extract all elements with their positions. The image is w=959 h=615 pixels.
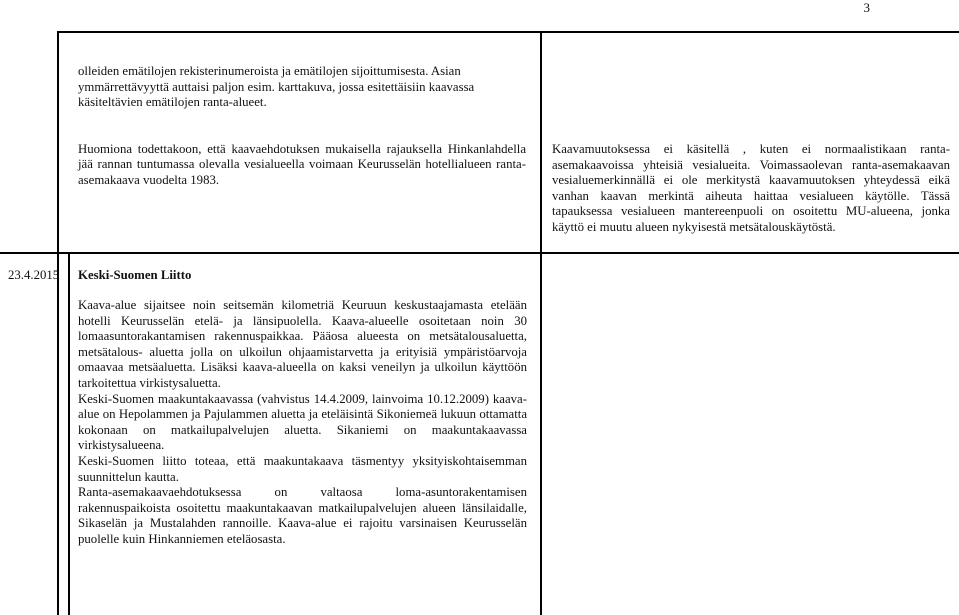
row2-body — [78, 298, 527, 548]
table-date-divider — [68, 254, 70, 615]
row2-paragraph-1: Kaava-alue sijaitsee noin seitsemän kilometriä Keuruun keskustaajamasta etelään hotelli Keurusselän etelä- ja länsipuolella. Kaava-alueelle osoitetaan noin 30 lomaasuntorakantamisen rakennuspaikkaa. Pääosa alueesta on metsätalousaluetta, metsätalous- aluetta jolla on ulkoilun ohjaamistarvetta ja erityisiä ympäristöarvoja omaavaa metsäaluetta. Lisäksi kaava-alueella on kaksi veneilyn ja ulkoilun käyttöön tarkoitettua virkistysaluetta. — [78, 298, 527, 390]
row2-paragraph-2: Keski-Suomen maakuntakaavassa (vahvistus 14.4.2009, lainvoima 10.12.2009) kaava-alue on Hepolammen ja Pajulammen aluetta ja eteläisintä Sikoniemeä lukuun ottamatta kokonaan on matkailupalvelujen aluetta. Sikaniemi on maakuntakaavassa virkistysalueena. — [78, 391, 527, 453]
row1-left-paragraph-1: olleiden emätilojen rekisterinumeroista ja emätilojen sijoittumisesta. Asian ymmärrettävyyttä auttaisi paljon esim. karttakuva, jossa esitettäisiin kaavassa käsiteltävien emätilojen ranta-alueet. — [78, 64, 475, 110]
row1-right-paragraph: Kaavamuutoksessa ei käsitellä , kuten ei normaalistikaan ranta-asemakaavoissa yhteisiä vesialueita. Voimassaolevan ranta-asemakaavan vesialuemerkinnällä ei ole merkitystä kaavamuutoksen yhteydessä eikä vanhan kaavan merkintä aiheuta haittaa vesialueen käytölle. Tässä tapauksessa vesialueen mantereenpuoli on osoitettu MU-alueena, jonka käyttö ei muutu alueen nykyisestä metsätalouskäytöstä. — [552, 142, 950, 234]
table-col-divider-row1 — [540, 31, 542, 252]
row2-date: 23.4.2015 — [8, 268, 60, 282]
table-left-border — [57, 31, 59, 615]
row1-right-cell — [552, 142, 950, 236]
page-number: 3 — [863, 0, 870, 15]
table-top-border — [57, 31, 959, 33]
row1-left-paragraph-2: Huomiona todettakoon, että kaavaehdotuksen mukaisella rajauksella Hinkanlahdella jää rannan tuntumassa olevalla vesialueella voimaan Keurusselän hotellialueen ranta-asemakaava vuodelta 1983. — [78, 141, 526, 187]
row2-sender: Keski-Suomen Liitto — [78, 268, 192, 282]
row1-left-cell — [78, 64, 526, 189]
row2-paragraph-4: Ranta-asemakaavaehdotuksessa on valtaosa loma-asuntorakentamisen rakennuspaikoista osoitettu maakuntakaavan matkailupalvelujen alueen länsilaidalle, Sikaselän ja Mustalahden rannoille. Kaava-alue ei rajoitu varsinaisen Keurusselän puolelle kuin Hinkanniemen eteläosasta. — [78, 485, 527, 546]
row2-paragraph-3: Keski-Suomen liitto toteaa, että maakuntakaava täsmentyy yksityiskohtaisemman suunnittelun kautta. — [78, 453, 527, 484]
table-row-divider — [0, 252, 959, 254]
table-col-divider-row2 — [540, 254, 542, 615]
